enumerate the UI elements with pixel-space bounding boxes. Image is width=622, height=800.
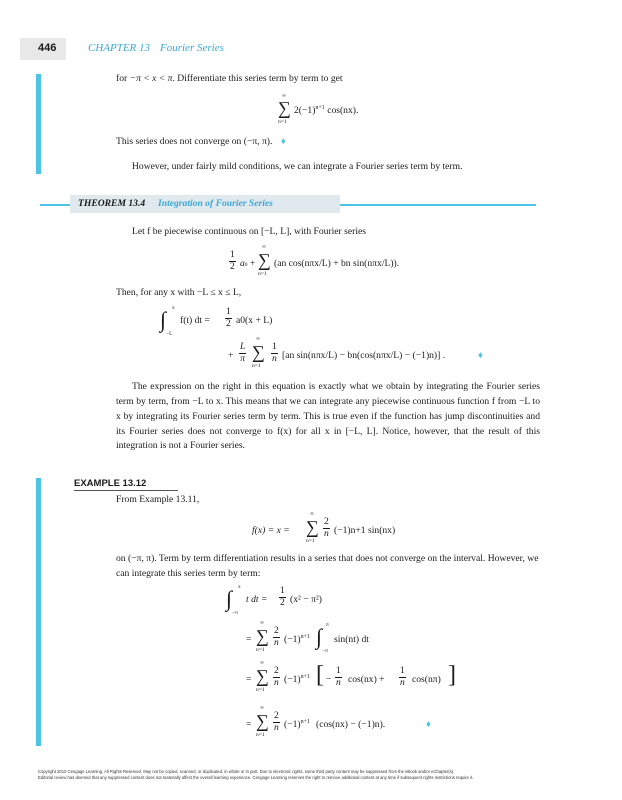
margin-bar-top xyxy=(36,74,41,174)
sum-sign: ∑ xyxy=(256,626,269,646)
integral-upper: x xyxy=(172,305,175,311)
integral-upper: π xyxy=(326,622,329,628)
sum-upper: ∞ xyxy=(310,511,314,517)
half-fraction: $\frac{1}{2}$ xyxy=(230,249,235,272)
copyright-line1: Copyright 2010 Cengage Learning. All Rights Reserved. May not be copied, scanned, or duplicated, in whole or in part. Due to electronic rights, some third party content may be suppressed from the eBook and/or eChapter(s). xyxy=(38,769,455,774)
margin-bar-example xyxy=(36,478,41,746)
sum-upper: ∞ xyxy=(256,336,260,342)
copyright-line2: Editorial review has deemed that any suppressed content does not materially affect the overall learning experience. Cengage Learning reserves the right to remove additional content at any time if subsequent rights restrictions require it. xyxy=(38,775,474,781)
however-line: However, under fairly mild conditions, we can integrate a Fourier series term by term. xyxy=(132,161,463,172)
theorem-rule-right xyxy=(340,204,536,206)
page-header xyxy=(20,38,600,60)
sum-upper: ∞ xyxy=(260,620,264,626)
sum-sign: ∑ xyxy=(258,250,271,270)
sum-lower: n=1 xyxy=(278,119,287,125)
sum-lower: n=1 xyxy=(256,687,265,693)
theorem-line1: Let f be piecewise continuous on [−L, L], with Fourier series xyxy=(132,226,366,237)
line3-a: cos(nx) + xyxy=(348,674,385,685)
theorem-header xyxy=(40,195,536,215)
theorem-rule-left xyxy=(40,204,70,206)
chapter-label: CHAPTER 13 xyxy=(88,42,151,54)
example-diff-text: on (−π, π). Term by term differentiation results in a series that does not converge on the interval. However, we can integrate this series term by term: xyxy=(116,553,539,579)
integral-lower: −L xyxy=(166,331,173,337)
sum-upper: ∞ xyxy=(260,660,264,666)
l-over-pi: $\frac{L}{\pi}$ xyxy=(240,341,246,364)
equals: = xyxy=(246,634,252,645)
intro-line: for −π < x < π. Differentiate this series term by term to get xyxy=(116,73,343,84)
one-over-n: $\frac{1}{n}$ xyxy=(336,665,341,688)
fx-lhs: f(x) = x = xyxy=(252,525,290,536)
bracket-term: [an sin(nπx/L) − bn(cos(nπx/L) − (−1)n)] . xyxy=(282,350,446,361)
plus-sign: + xyxy=(228,350,234,361)
copyright-footer xyxy=(38,769,598,782)
integral-upper: x xyxy=(238,584,241,590)
theorem-title: Integration of Fourier Series xyxy=(158,198,273,209)
minus-sign: − xyxy=(326,674,332,685)
theorem-label: THEOREM 13.4 xyxy=(78,198,146,209)
then-line: Then, for any x with −L ≤ x ≤ L, xyxy=(116,287,242,298)
sum-sign: ∑ xyxy=(278,98,291,118)
sum-upper: ∞ xyxy=(282,93,286,99)
sum-sign: ∑ xyxy=(256,666,269,686)
sum-lower: n=1 xyxy=(306,538,315,544)
one-over-n: $\frac{1}{n}$ xyxy=(400,665,405,688)
example-label: EXAMPLE 13.12 xyxy=(74,478,147,489)
sign-term: $(-1)^{n+1}$ xyxy=(284,634,310,646)
explanation-paragraph: The expression on the right in this equation is exactly what we obtain by integrating the Fourier series term by term, from −L to x. This means that we can integrate any piecewise continuous function f from −L to x by integrating its Fourier series term by term. This is true even if the function has jump discontinuities and its Fourier series does not converge to f(x) for all x in [−L, L]. Notice, however, that the result of this integration is not a Fourier series. xyxy=(116,381,540,452)
one-over-n: $\frac{1}{n}$ xyxy=(272,341,277,364)
half-fraction: $\frac{1}{2}$ xyxy=(280,585,285,608)
integral-lower: −π xyxy=(322,648,328,654)
two-over-n: $\frac{2}{n}$ xyxy=(324,516,329,539)
two-over-n: $\frac{2}{n}$ xyxy=(274,665,279,688)
example-from: From Example 13.11, xyxy=(116,494,200,505)
left-bracket: [ xyxy=(316,662,324,688)
sign-term: $(-1)^{n+1}$ xyxy=(284,674,310,686)
sum-upper: ∞ xyxy=(262,244,266,250)
end-diamond-icon: ♦ xyxy=(426,719,431,730)
integral-rhs: a0(x + L) xyxy=(236,315,273,326)
two-over-n: $\frac{2}{n}$ xyxy=(274,710,279,733)
sign-term: $(-1)^{n+1}$ xyxy=(284,719,310,731)
sum-lower: n=1 xyxy=(258,271,267,277)
line2-term: sin(nt) dt xyxy=(334,634,369,645)
line1-lhs: t dt = xyxy=(246,594,268,605)
end-diamond-icon: ♦ xyxy=(280,136,286,147)
line3-b: cos(nπ) xyxy=(412,674,441,685)
example-underline xyxy=(74,490,178,491)
equals: = xyxy=(246,719,252,730)
sum-sign: ∑ xyxy=(252,342,265,362)
fx-tail: (−1)n+1 sin(nx) xyxy=(334,525,396,536)
half-fraction: $\frac{1}{2}$ xyxy=(226,306,231,329)
right-bracket: ] xyxy=(448,662,456,688)
end-diamond-icon: ♦ xyxy=(478,350,483,361)
sum-lower: n=1 xyxy=(256,647,265,653)
integral-sign: ∫ xyxy=(160,307,167,332)
not-converge-line: This series does not converge on (−π, π). ♦ xyxy=(116,136,286,147)
equals: = xyxy=(246,674,252,685)
sum-lower: n=1 xyxy=(256,732,265,738)
page-number: 446 xyxy=(38,42,57,54)
line4-term: (cos(nx) − (−1)n). xyxy=(316,719,386,730)
fourier-terms: (an cos(nπx/L) + bn sin(nπx/L)). xyxy=(274,258,400,269)
integral-lhs: f(t) dt = xyxy=(180,315,210,326)
a0-term: a0 + xyxy=(240,258,256,269)
line1-rhs: (x² − π²) xyxy=(290,594,322,605)
integral-lower: −π xyxy=(232,610,238,616)
two-over-n: $\frac{2}{n}$ xyxy=(274,625,279,648)
sum-upper: ∞ xyxy=(260,705,264,711)
series-term: $2(-1)^{n+1}$ cos(nx). xyxy=(294,105,359,117)
sum-sign: ∑ xyxy=(306,517,319,537)
sum-lower: n=1 xyxy=(252,363,261,369)
chapter-title: Fourier Series xyxy=(160,42,224,54)
sum-sign: ∑ xyxy=(256,711,269,731)
integral-sign: ∫ xyxy=(316,624,323,649)
integral-sign: ∫ xyxy=(226,586,233,611)
